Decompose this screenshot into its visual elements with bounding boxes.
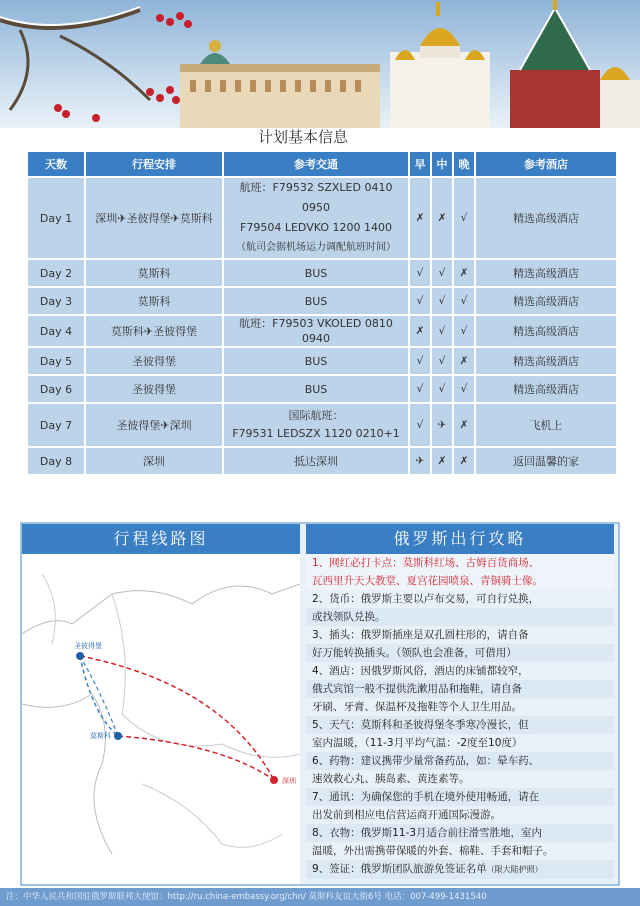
table-row (28, 348, 616, 374)
hotel-cell: 精选高级酒店 (476, 178, 616, 258)
breakfast-mark: √ (410, 288, 430, 314)
table-row (28, 316, 616, 346)
table-row (28, 448, 616, 474)
route-map-drawing (22, 554, 300, 884)
footer-note: 注：中华人民共和国驻俄罗斯联邦大使馆：http://ru.china-embassy.org/chn/ 莫斯科友谊大街6号 电话：007-499-1431540 (0, 888, 640, 906)
route-cell: 圣彼得堡 (86, 348, 222, 374)
hotel-cell: 精选高级酒店 (476, 316, 616, 346)
table-row (28, 404, 616, 446)
transport-cell: BUS (224, 288, 408, 314)
table-row (28, 260, 616, 286)
day-cell: Day 4 (28, 316, 84, 346)
tip-line (306, 734, 614, 752)
tip-line (306, 644, 614, 662)
dinner-mark: ✗ (454, 260, 474, 286)
transport-line: 国际航班： (288, 409, 344, 422)
breakfast-mark: √ (410, 404, 430, 446)
transport-line: F79531 LEDSZX 1120 0210+1 (232, 427, 400, 440)
day-cell: Day 8 (28, 448, 84, 474)
tip-text: 牙刷、牙膏、保温杯及拖鞋等个人卫生用品。 (312, 701, 522, 713)
lunch-mark: √ (432, 376, 452, 402)
city-label-shenzhen: 深圳 (282, 777, 296, 785)
table-header-row (28, 152, 616, 176)
lunch-mark: ✈ (432, 404, 452, 446)
day-cell: Day 5 (28, 348, 84, 374)
transport-cell: BUS (224, 260, 408, 286)
tip-text: 俄式宾馆一般不提供洗漱用品和拖鞋，请自备 (312, 683, 522, 695)
header-transport: 参考交通 (224, 152, 408, 176)
header-banner (0, 0, 640, 128)
dinner-mark: √ (454, 178, 474, 258)
transport-cell: 抵达深圳 (224, 448, 408, 474)
hotel-cell: 精选高级酒店 (476, 348, 616, 374)
transport-cell: BUS (224, 348, 408, 374)
page-title: 计划基本信息 (258, 128, 349, 146)
tip-text: 3、插头：俄罗斯插座是双孔圆柱形的，请自备 (312, 629, 529, 641)
breakfast-mark: √ (410, 260, 430, 286)
dinner-mark: ✗ (454, 348, 474, 374)
tip-line (306, 698, 614, 716)
kremlin-illustration (0, 0, 640, 128)
day-cell: Day 3 (28, 288, 84, 314)
dinner-mark: ✗ (454, 404, 474, 446)
tip-text: 7、通讯：为确保您的手机在境外使用畅通，请在 (312, 791, 540, 803)
tip-line (306, 788, 614, 806)
transport-cell: BUS (224, 376, 408, 402)
lunch-mark: ✗ (432, 178, 452, 258)
tip-text: 或找领队兑换。 (312, 611, 386, 623)
tip-line (306, 554, 614, 572)
city-label-moscow: 莫斯科 (90, 732, 111, 740)
header-breakfast: 早 (410, 152, 430, 176)
header-lunch: 中 (432, 152, 452, 176)
transport-cell (224, 404, 408, 446)
city-label-spb: 圣彼得堡 (74, 642, 102, 650)
itinerary-table (26, 150, 618, 476)
hotel-cell: 精选高级酒店 (476, 288, 616, 314)
header-hotel: 参考酒店 (476, 152, 616, 176)
breakfast-mark: ✈ (410, 448, 430, 474)
day-cell: Day 6 (28, 376, 84, 402)
tip-line (306, 824, 614, 842)
tip-line (306, 860, 614, 879)
route-cell: 圣彼得堡✈深圳 (86, 404, 222, 446)
tip-text: 8、衣物：俄罗斯11-3月适合前往滑雪胜地，室内 (312, 827, 543, 839)
tip-line (306, 842, 614, 860)
travel-tips (306, 524, 614, 884)
tips-title: 俄罗斯出行攻略 (306, 524, 614, 554)
dinner-mark: √ (454, 316, 474, 346)
tip-text: 2、货币：俄罗斯主要以卢布交易，可自行兑换， (312, 593, 540, 605)
breakfast-mark: √ (410, 348, 430, 374)
tip-line (306, 680, 614, 698)
transport-line: F79504 LEDVKO 1200 1400 (240, 221, 392, 234)
spb-marker (76, 652, 84, 660)
table-row (28, 288, 616, 314)
day-cell: Day 7 (28, 404, 84, 446)
route-cell: 深圳 (86, 448, 222, 474)
table-row (28, 178, 616, 258)
tip-text: 室内温暖，（11-3月平均气温：-2度至10度） (312, 737, 523, 749)
tip-text: 5、天气：莫斯科和圣彼得堡冬季寒冷漫长，但 (312, 719, 529, 731)
lunch-mark: √ (432, 260, 452, 286)
route-map (22, 524, 300, 884)
tips-list (306, 554, 614, 879)
hotel-cell: 精选高级酒店 (476, 376, 616, 402)
tip-text: 瓦西里升天大教堂、夏宫花园喷泉、青铜骑士像。 (312, 575, 543, 587)
visa-note: （限大陆护照） (486, 865, 543, 874)
dinner-mark: √ (454, 288, 474, 314)
dinner-mark: ✗ (454, 448, 474, 474)
tip-text: 9、签证：俄罗斯团队旅游免签证名单 (312, 863, 487, 875)
tip-text: 出发前到相应电信营运商开通国际漫游。 (312, 809, 501, 821)
lunch-mark: √ (432, 348, 452, 374)
header-dinner: 晚 (454, 152, 474, 176)
tip-line (306, 752, 614, 770)
tip-line (306, 626, 614, 644)
tip-line (306, 770, 614, 788)
shenzhen-marker (270, 776, 278, 784)
table-row (28, 376, 616, 402)
lunch-mark: √ (432, 316, 452, 346)
tip-text: 6、药物：建议携带少量常备药品，如：晕车药、 (312, 755, 540, 767)
route-cell: 圣彼得堡 (86, 376, 222, 402)
breakfast-mark: ✗ (410, 316, 430, 346)
lunch-mark: √ (432, 288, 452, 314)
route-cell: 莫斯科✈圣彼得堡 (86, 316, 222, 346)
transport-line: 航班：F79532 SZXLED 0410 0950 (239, 181, 393, 214)
moscow-marker (114, 732, 122, 740)
transport-cell: 航班：F79503 VKOLED 0810 0940 (224, 316, 408, 346)
route-cell: 莫斯科 (86, 260, 222, 286)
breakfast-mark: √ (410, 376, 430, 402)
transport-line: （航司会据机场运力调配航班时间） (236, 242, 396, 253)
hotel-cell: 精选高级酒店 (476, 260, 616, 286)
header-route: 行程安排 (86, 152, 222, 176)
hotel-cell: 飞机上 (476, 404, 616, 446)
header-day: 天数 (28, 152, 84, 176)
tip-text: 1、网红必打卡点：莫斯科红场、古姆百货商场、 (312, 557, 540, 569)
tip-text: 4、酒店：因俄罗斯风俗，酒店的床铺都较窄， (312, 665, 529, 677)
tip-text: 温暖，外出需携带保暖的外套、棉鞋、手套和帽子。 (312, 845, 554, 857)
route-cell: 深圳✈圣彼得堡✈莫斯科 (86, 178, 222, 258)
hotel-cell: 返回温馨的家 (476, 448, 616, 474)
tip-line (306, 662, 614, 680)
dinner-mark: √ (454, 376, 474, 402)
map-title: 行程线路图 (22, 524, 300, 554)
lunch-mark: ✗ (432, 448, 452, 474)
tip-text: 好万能转换插头。（领队也会准备，可借用） (312, 647, 517, 659)
day-cell: Day 1 (28, 178, 84, 258)
tip-line (306, 806, 614, 824)
tip-line (306, 590, 614, 608)
tip-line (306, 608, 614, 626)
breakfast-mark: ✗ (410, 178, 430, 258)
day-cell: Day 2 (28, 260, 84, 286)
tip-text: 速效救心丸、胰岛素、黄连素等。 (312, 773, 470, 785)
tip-line (306, 716, 614, 734)
transport-cell (224, 178, 408, 258)
route-cell: 莫斯科 (86, 288, 222, 314)
tip-line (306, 572, 614, 590)
